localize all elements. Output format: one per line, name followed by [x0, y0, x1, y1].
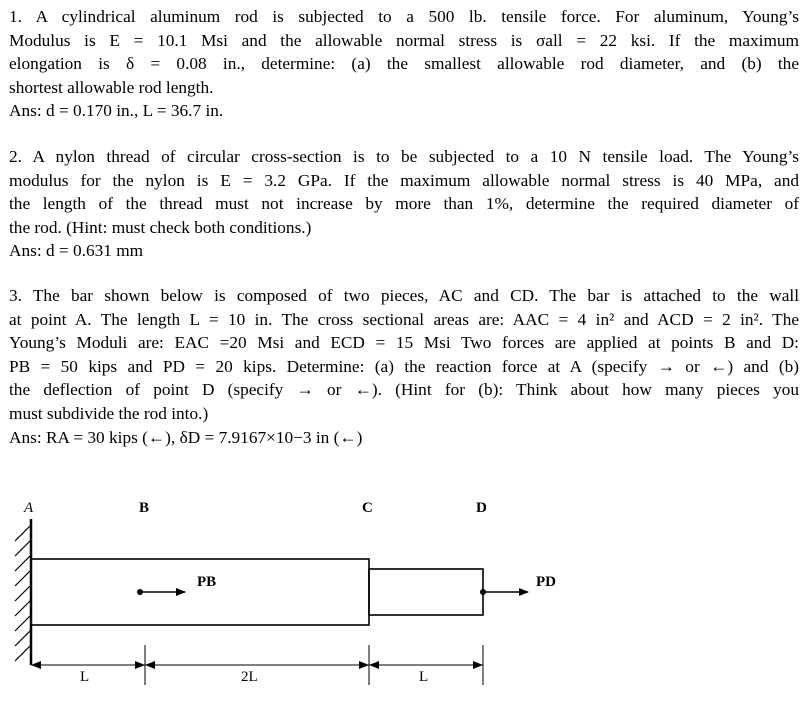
force-label-pd: PD [536, 574, 556, 590]
problem-3-line-1: 3. The bar shown below is composed of two pieces, AC and CD. The bar is attached to the wall [9, 286, 799, 305]
point-label-a: A [24, 500, 34, 516]
problem-3-line-3: Young’s Moduli are: EAC =20 Msi and ECD = 15 Msi Two forces are applied at points B and D: [9, 333, 799, 353]
problem-1-line-2: Modulus is E = 10.1 Msi and the allowable normal stress is σall = 22 ksi. If the maximum [9, 30, 799, 50]
problem-2-answer: Ans: d = 0.631 mm [9, 241, 144, 261]
problem-1-answer: Ans: d = 0.170 in., L = 36.7 in. [9, 101, 224, 121]
problem-3-answer: Ans: RA = 30 kips (←), δD = 7.9167×10−3 in (←) [9, 427, 363, 447]
point-label-d: D [476, 500, 487, 516]
problem-1 [9, 5, 799, 123]
point-label-b: B [139, 500, 150, 516]
problem-2-line-4: the rod. (Hint: must check both conditions.) [9, 217, 312, 237]
segment-ac [31, 559, 369, 625]
problem-3-line-5: the deflection of point D (specify → or ←). (Hint for (b): Think about how many pieces you [9, 380, 799, 400]
problem-3-line-2: at point A. The length L = 10 in. The cross sectional areas are: AAC = 4 in² and ACD = 2 in². The [9, 309, 799, 329]
segment-cd [369, 569, 483, 615]
wall [15, 519, 31, 665]
problem-2-line-2: modulus for the nylon is E = 3.2 GPa. If the maximum allowable normal stress is 40 MPa, and [9, 170, 799, 190]
force-b-arrow [137, 589, 185, 595]
bar-diagram-svg [0, 495, 805, 714]
problem-3-line-4: PB = 50 kips and PD = 20 kips. Determine: (a) the reaction force at A (specify → or ←) and (b) [9, 356, 799, 376]
dimension-label-ab: L [80, 669, 90, 685]
problem-2 [9, 145, 799, 263]
problem-2-line-1: 2. A nylon thread of circular cross-section is to be subjected to a 10 N tensile load. The Young’s [9, 147, 799, 166]
problem-2-line-3: the length of the thread must not increase by more than 1%, determine the required diameter of [9, 194, 799, 214]
point-label-c: C [362, 500, 373, 516]
problem-1-line-3: elongation is δ = 0.08 in., determine: (a) the smallest allowable rod diameter, and (b) the [9, 54, 799, 74]
problem-1-line-1: 1. A cylindrical aluminum rod is subjected to a 500 lb. tensile force. For aluminum, Young’s [9, 7, 799, 26]
force-d-arrow [480, 589, 528, 595]
bar-diagram [0, 495, 805, 714]
force-label-pb: PB [197, 574, 217, 590]
dimension-label-cd: L [419, 669, 429, 685]
problem-3-line-6: must subdivide the rod into.) [9, 403, 209, 423]
problem-3 [9, 284, 799, 449]
dimension-label-bc: 2L [241, 669, 258, 685]
problem-1-line-4: shortest allowable rod length. [9, 77, 214, 97]
